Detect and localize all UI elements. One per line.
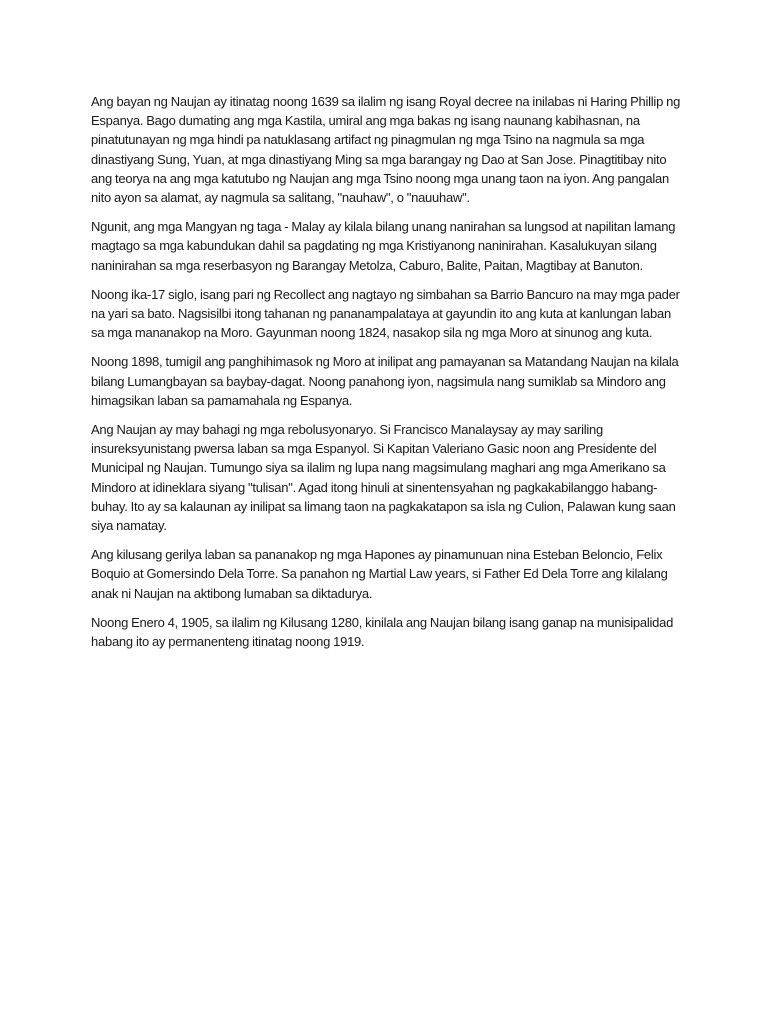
paragraph-municipality: Noong Enero 4, 1905, sa ilalim ng Kilusang 1280, kinilala ang Naujan bilang isang ganap na munisipalidad habang ito ay permanenteng itinatag noong 1919. bbox=[91, 614, 674, 650]
paragraph-guerrilla: Ang kilusang gerilya laban sa pananakop ng mga Hapones ay pinamunuan nina Esteban Beloncio, Felix Boquio at Gomersindo Dela Torre. Sa panahon ng Martial Law years, si Father Ed Dela Torre ang kilalang anak ni Naujan na aktibong lumaban sa diktadurya. bbox=[91, 547, 668, 601]
paragraph-revolutionaries: Ang Naujan ay may bahagi ng mga rebolusyonaryo. Si Francisco Manalaysay ay may sariling insureksyunistang pwersa laban sa mga Espanyol. Si Kapitan Valeriano Gasic noon ang Presidente del Municipal ng Naujan. Tumungo siya sa ilalim ng lupa nang magsimulang maghari ang mga Amerikano sa Mindoro at idineklara siyang "tulisan". Agad itong hinuli at sinentensyahan ng pagkakabilanggo habang-buhay. Ito ay sa kalaunan ay inilipat sa limang taon na pagkakatapon sa isla ng Culion, Palawan kung saan siya namatay. bbox=[91, 422, 676, 534]
paragraph-lumangbayan: Noong 1898, tumigil ang panghihimasok ng Moro at inilipat ang pamayanan sa Matandang Naujan na kilala bilang Lumangbayan sa baybay-dagat. Noong panahong iyon, nagsimula nang sumiklab sa Mindoro ang himagsikan laban sa pamamahala ng Espanya. bbox=[91, 354, 679, 408]
paragraph-recollect-church: Noong ika-17 siglo, isang pari ng Recollect ang nagtayo ng simbahan sa Barrio Bancuro na may mga pader na yari sa bato. Nagsisilbi itong tahanan ng pananampalataya at gayundin ito ang kuta at kanlungan laban sa mga mananakop na Moro. Gayunman noong 1824, nasakop sila ng mga Moro at sinunog ang kuta. bbox=[91, 286, 680, 341]
paragraph-founding: Ang bayan ng Naujan ay itinatag noong 1639 sa ilalim ng isang Royal decree na inilabas ni Haring Phillip ng Espanya. Bago dumating ang mga Kastila, umiral ang mga bakas ng isang naunang kabihasnan, na pinatutunayan ng mga hindi pa natuklasang artifact ng pinagmulan ng mga Tsino na nagmula sa mga dinastiyang Sung, Yuan, at mga dinastiyang Ming sa mga barangay ng Dao at San Jose. Pinagtitibay nito ang teorya na ang mga katutubo ng Naujan ang mga Tsino noong mga unang taon na iyon. Ang pangalan nito ayon sa alamat, ay nagmula sa salitang, "nauhaw", o "nauuhaw". bbox=[91, 94, 681, 206]
paragraph-mangyan: Ngunit, ang mga Mangyan ng taga - Malay ay kilala bilang unang nanirahan sa lungsod at napilitan lamang magtago sa mga kabundukan dahil sa pagdating ng mga Kristiyanong naninirahan. Kasalukuyan silang naninirahan sa mga reserbasyon ng Barangay Metolza, Caburo, Balite, Paitan, Magtibay at Banuton. bbox=[91, 219, 676, 273]
